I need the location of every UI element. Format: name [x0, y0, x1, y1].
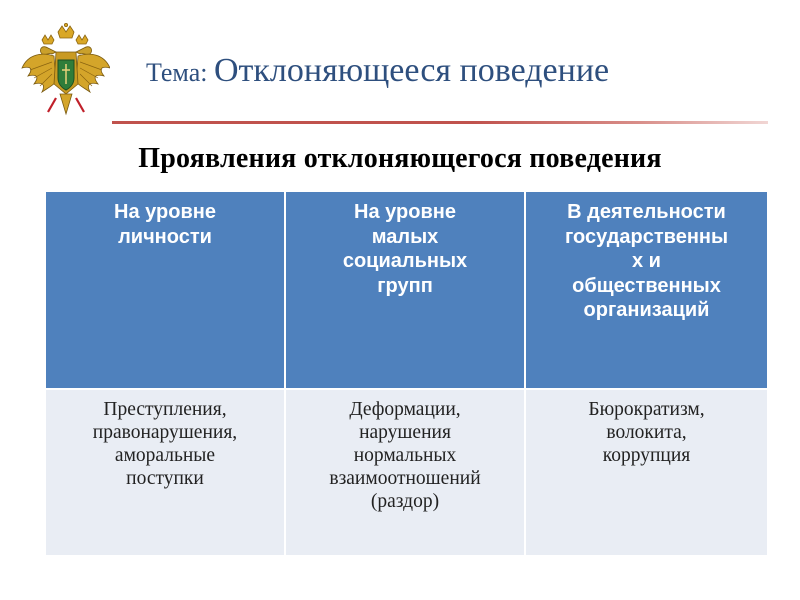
header-line: организаций	[583, 299, 710, 321]
header-line: социальных	[342, 250, 468, 272]
header-line: личности	[118, 225, 212, 248]
table-row	[46, 389, 767, 555]
header-line: групп	[377, 274, 433, 297]
header-cell-small-groups-level	[285, 192, 525, 389]
slide-subtitle: Проявления отклоняющегося поведения	[138, 143, 662, 174]
cell-line: нормальных	[353, 445, 457, 466]
header-line: На уровне	[354, 201, 456, 223]
cell-line: взаимоотношений	[329, 468, 481, 489]
header-line: общественных	[572, 274, 721, 297]
deviant-behavior-table	[46, 192, 767, 555]
table-header-row	[46, 192, 767, 389]
cell-line: Деформации,	[349, 399, 461, 420]
table-cell-personal	[46, 389, 285, 555]
cell-line: Бюрократизм,	[588, 399, 705, 420]
table-cell-groups	[285, 389, 525, 555]
title-divider	[112, 121, 768, 124]
slide-title	[146, 52, 609, 90]
title-main: Отклоняющееся поведение	[213, 52, 610, 89]
header-cell-organizations-level	[525, 192, 767, 389]
header-line: малых	[371, 225, 439, 248]
cell-line: поступки	[126, 468, 204, 489]
table-cell-organizations	[525, 389, 767, 555]
header-line: На уровне	[114, 201, 216, 223]
header-line: В деятельности	[567, 201, 726, 223]
cell-line: аморальные	[114, 445, 216, 466]
title-prefix: Тема:	[146, 58, 214, 87]
cell-line: правонарушения,	[92, 422, 238, 443]
cell-line: волокита,	[606, 422, 687, 443]
cell-line: Преступления,	[103, 399, 227, 420]
header-cell-personal-level	[46, 192, 285, 389]
cell-line: (раздор)	[370, 491, 440, 512]
cell-line: нарушения	[359, 422, 451, 443]
cell-line: коррупция	[602, 445, 691, 466]
prosecutor-eagle-emblem-icon	[18, 22, 110, 122]
header-line: государственны	[564, 225, 729, 248]
header-line: х и	[632, 250, 661, 272]
